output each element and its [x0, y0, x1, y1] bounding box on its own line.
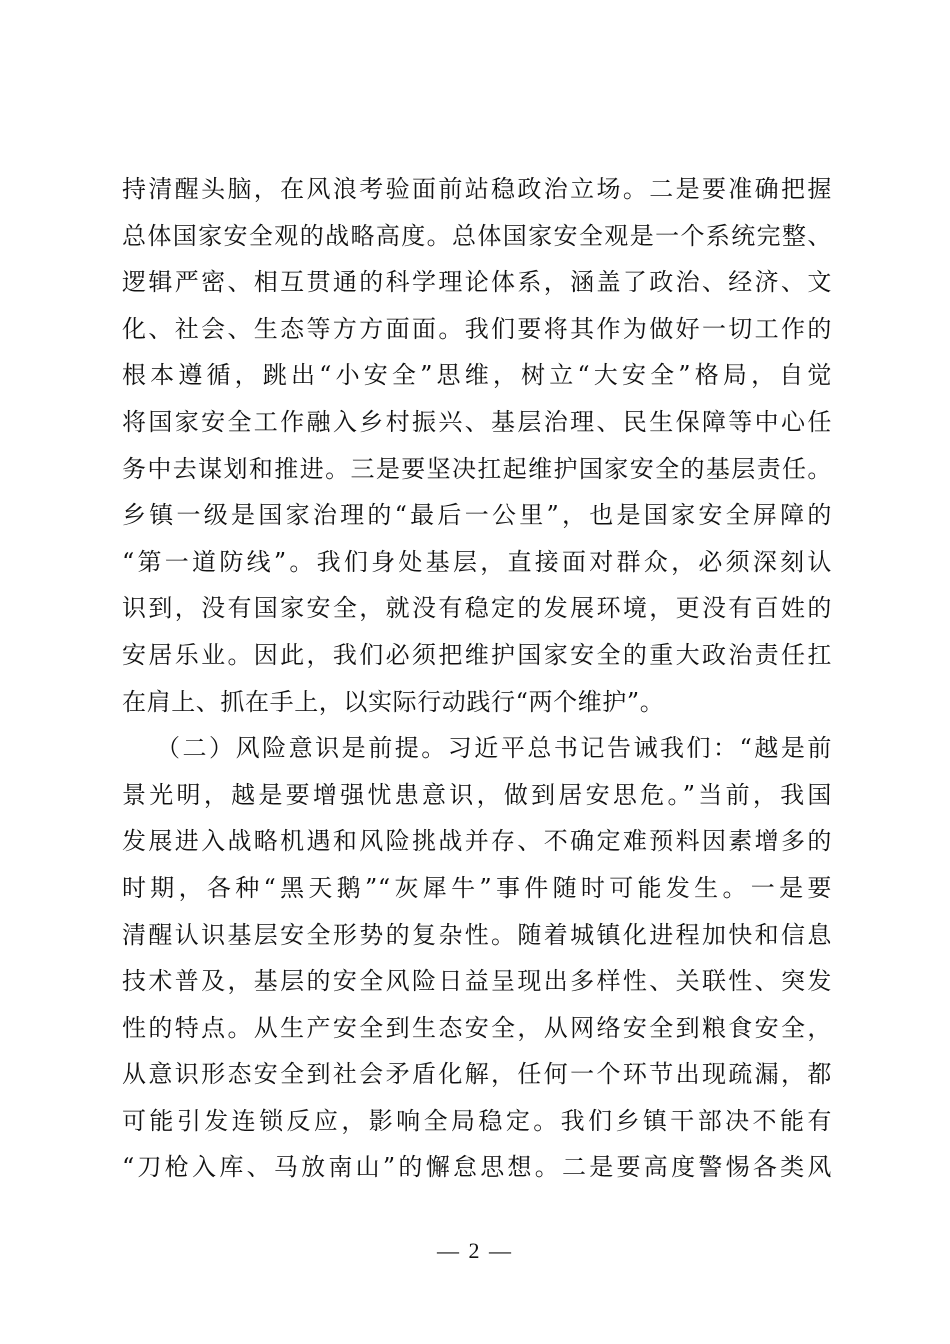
text-line: 总体国家安全观的战略高度。总体国家安全观是一个系统完整、	[122, 221, 832, 250]
text-line: 根本遵循，跳出“小安全”思维，树立“大安全”格局，自觉	[122, 361, 832, 390]
text-line: “第一道防线”。我们身处基层，直接面对群众，必须深刻认	[122, 547, 832, 576]
body-text	[122, 166, 832, 1191]
text-line: 安居乐业。因此，我们必须把维护国家安全的重大政治责任扛	[122, 640, 832, 669]
text-line: 将国家安全工作融入乡村振兴、基层治理、民生保障等中心任	[122, 407, 832, 436]
text-line: 清醒认识基层安全形势的复杂性。随着城镇化进程加快和信息	[122, 920, 832, 949]
text-line: 景光明，越是要增强忧患意识，做到居安思危。”当前，我国	[122, 780, 832, 809]
text-line: 从意识形态安全到社会矛盾化解，任何一个环节出现疏漏，都	[122, 1060, 832, 1089]
text-line: 技术普及，基层的安全风险日益呈现出多样性、关联性、突发	[122, 967, 832, 996]
text-line: 发展进入战略机遇和风险挑战并存、不确定难预料因素增多的	[122, 827, 832, 856]
text-line: 逻辑严密、相互贯通的科学理论体系，涵盖了政治、经济、文	[122, 268, 832, 297]
text-line: 时期，各种“黑天鹅”“灰犀牛”事件随时可能发生。一是要	[122, 873, 832, 902]
text-line: 化、社会、生态等方方面面。我们要将其作为做好一切工作的	[122, 314, 832, 343]
text-line: 乡镇一级是国家治理的“最后一公里”，也是国家安全屏障的	[122, 501, 832, 530]
text-line: 在肩上、抓在手上，以实际行动践行“两个维护”。	[122, 687, 665, 716]
text-line: 识到，没有国家安全，就没有稳定的发展环境，更没有百姓的	[122, 594, 832, 623]
page-number: — 2 —	[437, 1238, 513, 1263]
text-line: 务中去谋划和推进。三是要坚决扛起维护国家安全的基层责任。	[122, 454, 832, 483]
text-line: 性的特点。从生产安全到生态安全，从网络安全到粮食安全，	[122, 1013, 832, 1042]
text-line: “刀枪入库、马放南山”的懈怠思想。二是要高度警惕各类风	[122, 1153, 832, 1182]
section-heading-line: （二）风险意识是前提。习近平总书记告诫我们：“越是前	[156, 734, 832, 763]
text-line: 持清醒头脑，在风浪考验面前站稳政治立场。二是要准确把握	[122, 175, 832, 203]
text-line: 可能引发连锁反应，影响全局稳定。我们乡镇干部决不能有	[122, 1106, 832, 1135]
